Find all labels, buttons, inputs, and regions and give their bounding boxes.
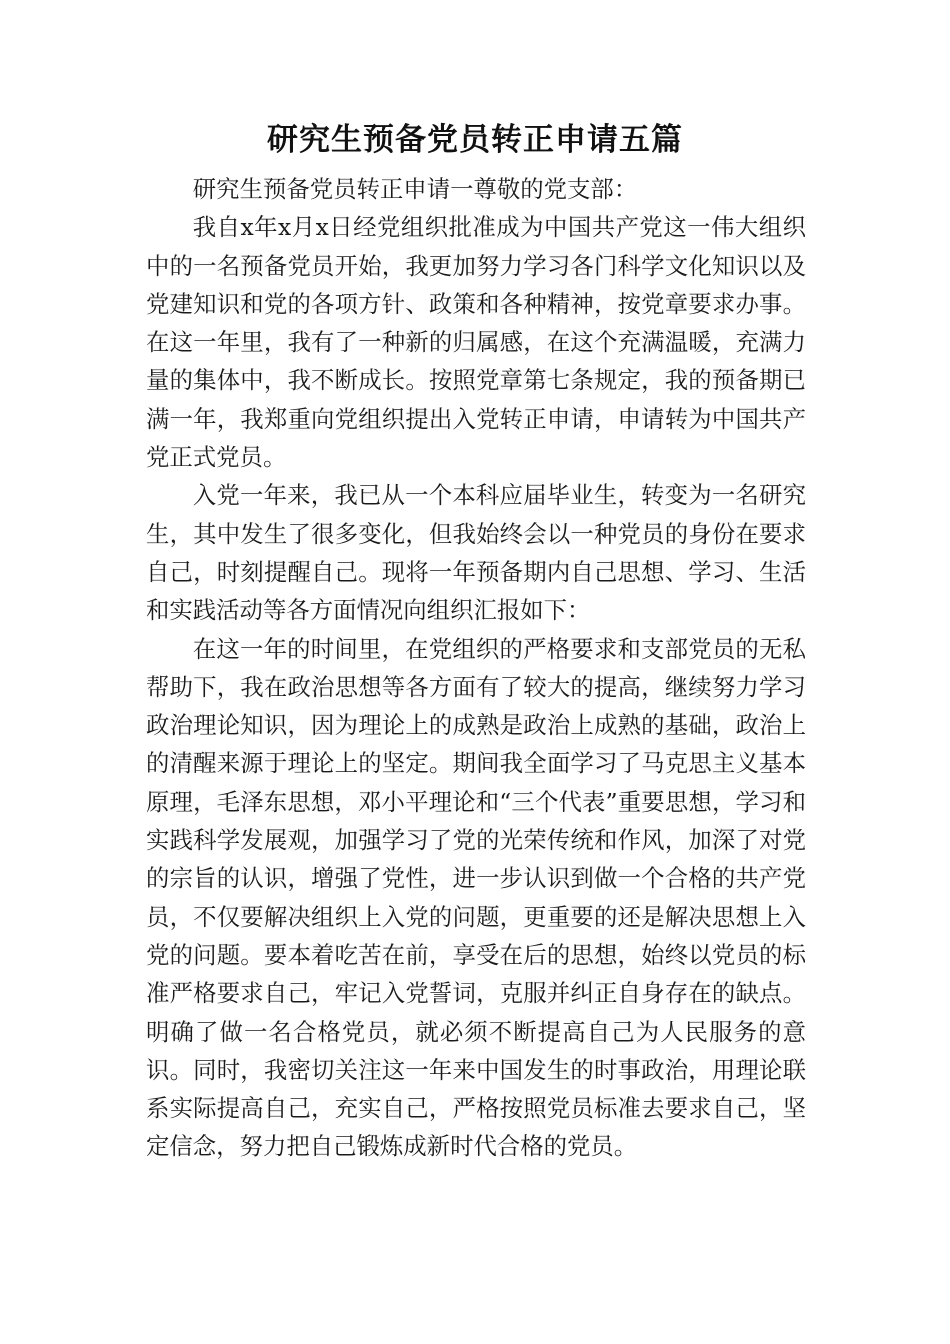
paragraph-salutation: 研究生预备党员转正申请一尊敬的党支部：: [192, 175, 638, 203]
document-body: [146, 170, 806, 1166]
paragraph-change: 入党一年来，我已从一个本科应届毕业生，转变为一名研究生，其中发生了很多变化，但我始终会以一种党员的身份在要求自己，时刻提醒自己。现将一年预备期内自己思想、学习、生活和实践活动等各方面情况向组织汇报如下：: [146, 481, 806, 625]
paragraph-study: 在这一年的时间里，在党组织的严格要求和支部党员的无私帮助下，我在政治思想等各方面有了较大的提高，继续努力学习政治理论知识，因为理论上的成熟是政治上成熟的基础，政治上的清醒来源于理论上的坚定。期间我全面学习了马克思主义基本原理，毛泽东思想，邓小平理论和“三个代表”重要思想，学习和实践科学发展观，加强学习了党的光荣传统和作风，加深了对党的宗旨的认识，增强了党性，进一步认识到做一个合格的共产党员，不仅要解决组织上入党的问题，更重要的还是解决思想上入党的问题。要本着吃苦在前，享受在后的思想，始终以党员的标准严格要求自己，牢记入党誓词，克服并纠正自身存在的缺点。明确了做一名合格党员，就必须不断提高自己为人民服务的意识。同时，我密切关注这一年来中国发生的时事政治，用理论联系实际提高自己，充实自己，严格按照党员标准去要求自己，坚定信念，努力把自己锻炼成新时代合格的党员。: [146, 634, 806, 1161]
paragraph-application: 我自x年x月x日经党组织批准成为中国共产党这一伟大组织中的一名预备党员开始，我更加努力学习各门科学文化知识以及党建知识和党的各项方针、政策和各种精神，按党章要求办事。在这一年里，我有了一种新的归属感，在这个充满温暖，充满力量的集体中，我不断成长。按照党章第七条规定，我的预备期已满一年，我郑重向党组织提出入党转正申请，申请转为中国共产党正式党员。: [146, 213, 806, 472]
document-title: 研究生预备党员转正申请五篇: [267, 122, 683, 158]
